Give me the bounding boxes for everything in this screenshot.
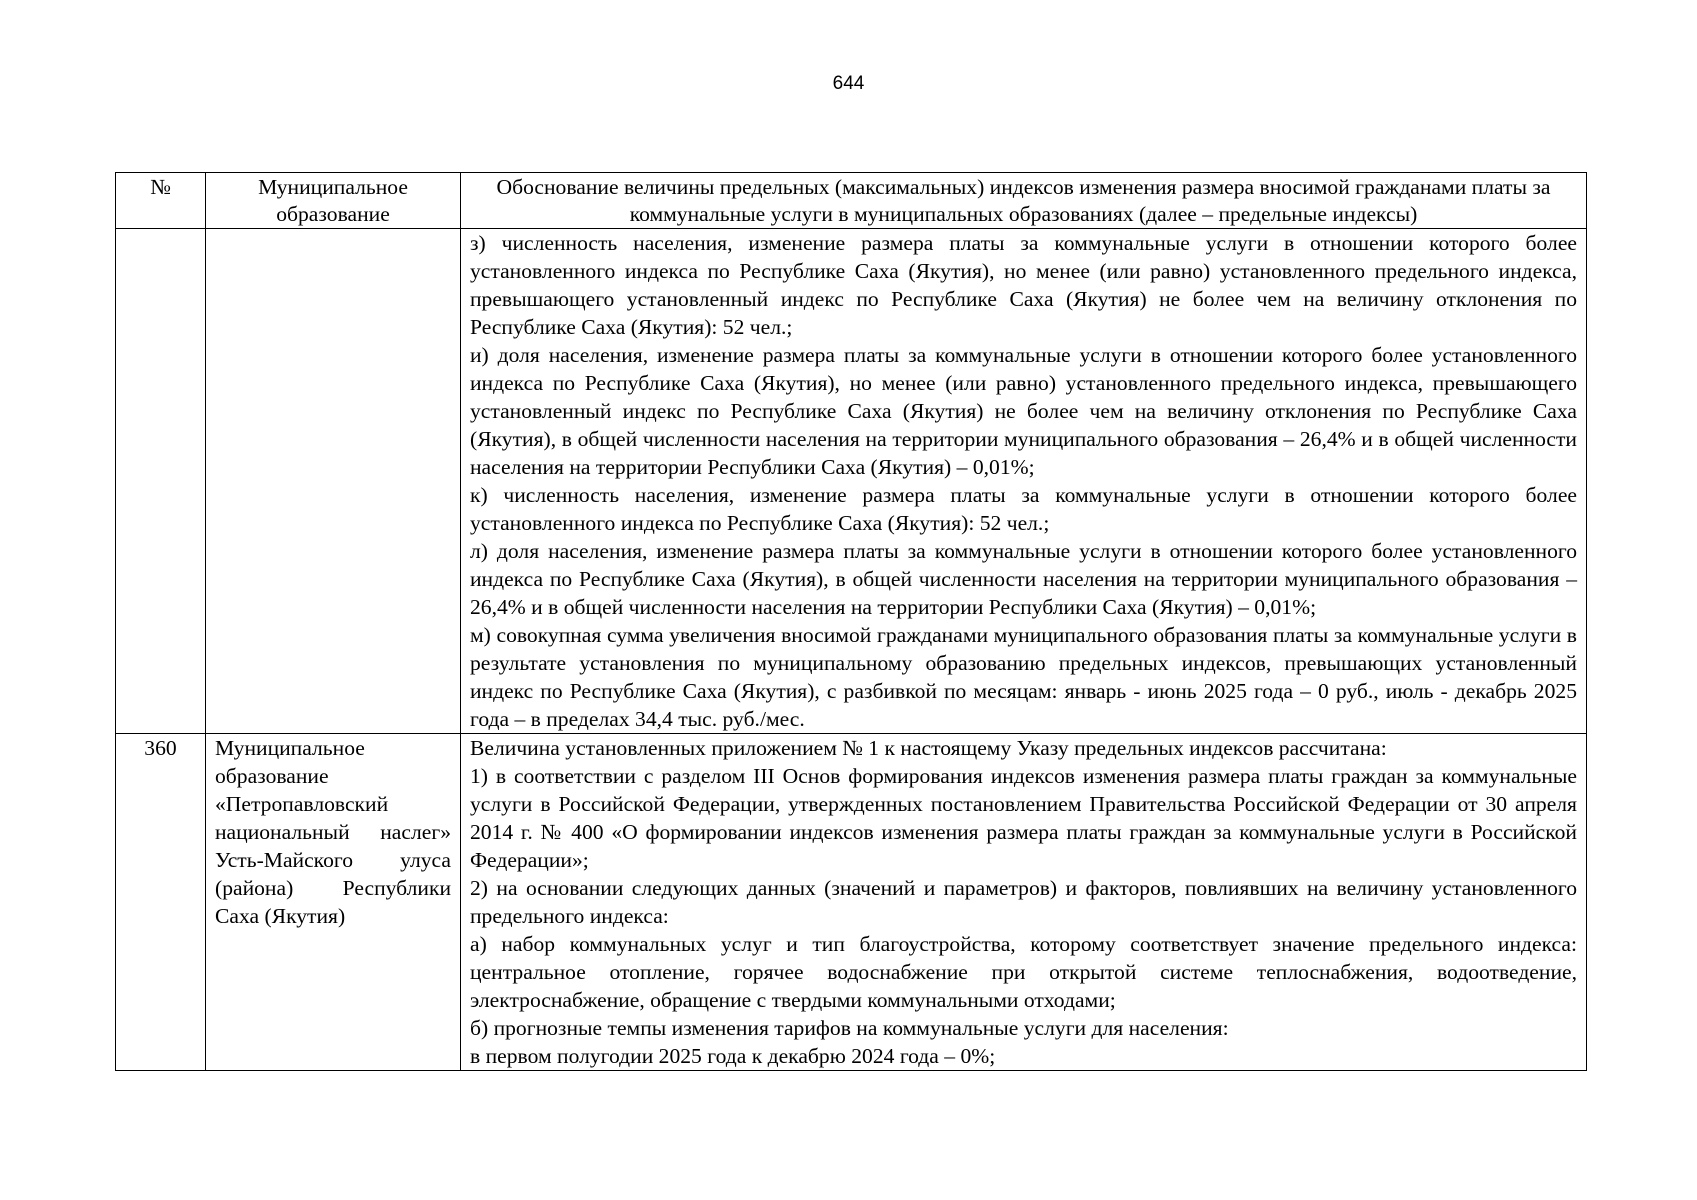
justification-paragraph: 2) на основании следующих данных (значений и параметров) и факторов, повлиявших на величину установленного предельного индекса: xyxy=(470,876,1577,928)
indices-table xyxy=(115,172,1587,1071)
row-justification xyxy=(461,734,1587,1071)
justification-paragraph: в первом полугодии 2025 года к декабрю 2024 года – 0%; xyxy=(470,1044,996,1068)
table-row xyxy=(116,229,1587,734)
table-header-row xyxy=(116,173,1587,229)
justification-paragraph: л) доля населения, изменение размера платы за коммунальные услуги в отношении которого более установленного индекса по Республике Саха (Якутия), в общей численности населения на территории муниципального образования – 26,4% и в общей численности населения на территории Республики Саха (Якутия) – 0,01%; xyxy=(470,539,1577,619)
justification-paragraph: з) численность населения, изменение размера платы за коммунальные услуги в отношении которого более установленного индекса по Республике Саха (Якутия), но менее (или равно) установленного предельного индекса, превышающего установленный индекс по Республике Саха (Якутия) не более чем на величину отклонения по Республике Саха (Якутия): 52 чел.; xyxy=(470,231,1577,339)
justification-paragraph: б) прогнозные темпы изменения тарифов на коммунальные услуги для населения: xyxy=(470,1016,1229,1040)
justification-paragraph: а) набор коммунальных услуг и тип благоустройства, которому соответствует значение предельного индекса: центральное отопление, горячее водоснабжение при открытой системе теплоснабжения, водоотведение, электроснабжение, обращение с твердыми коммунальными отходами; xyxy=(470,932,1577,1012)
header-number: № xyxy=(116,173,206,229)
table-row xyxy=(116,734,1587,1071)
row-number xyxy=(116,229,206,734)
justification-paragraph: м) совокупная сумма увеличения вносимой гражданами муниципального образования платы за коммунальные услуги в результате установления по муниципальному образованию предельных индексов, превышающих установленный индекс по Республике Саха (Якутия), с разбивкой по месяцам: январь - июнь 2025 года – 0 руб., июль - декабрь 2025 года – в пределах 34,4 тыс. руб./мес. xyxy=(470,623,1577,731)
justification-paragraph: и) доля населения, изменение размера платы за коммунальные услуги в отношении которого более установленного индекса по Республике Саха (Якутия), но менее (или равно) установленного предельного индекса, превышающего установленный индекс по Республике Саха (Якутия) не более чем на величину отклонения по Республике Саха (Якутия), в общей численности населения на территории муниципального образования – 26,4% и в общей численности населения на территории Республики Саха (Якутия) – 0,01%; xyxy=(470,343,1577,479)
row-justification xyxy=(461,229,1587,734)
header-justification: Обоснование величины предельных (максимальных) индексов изменения размера вносимой гражданами платы за коммунальные услуги в муниципальных образованиях (далее – предельные индексы) xyxy=(461,173,1587,229)
justification-paragraph: 1) в соответствии с разделом III Основ формирования индексов изменения размера платы граждан за коммунальные услуги в Российской Федерации, утвержденных постановлением Правительства Российской Федерации от 30 апреля 2014 г. № 400 «О формировании индексов изменения размера платы граждан за коммунальные услуги в Российской Федерации»; xyxy=(470,764,1577,872)
page-number: 644 xyxy=(832,73,865,94)
row-municipality xyxy=(206,734,461,1071)
header-municipality: Муниципальное образование xyxy=(206,173,461,229)
row-municipality xyxy=(206,229,461,734)
municipality-name: Муниципальное образование «Петропавловский национальный наслег» Усть-Майского улуса (района) Республики Саха (Якутия) xyxy=(215,736,451,928)
justification-paragraph: к) численность населения, изменение размера платы за коммунальные услуги в отношении которого более установленного индекса по Республике Саха (Якутия): 52 чел.; xyxy=(470,483,1577,535)
justification-paragraph: Величина установленных приложением № 1 к настоящему Указу предельных индексов рассчитана: xyxy=(470,736,1387,760)
row-number: 360 xyxy=(116,734,206,1071)
